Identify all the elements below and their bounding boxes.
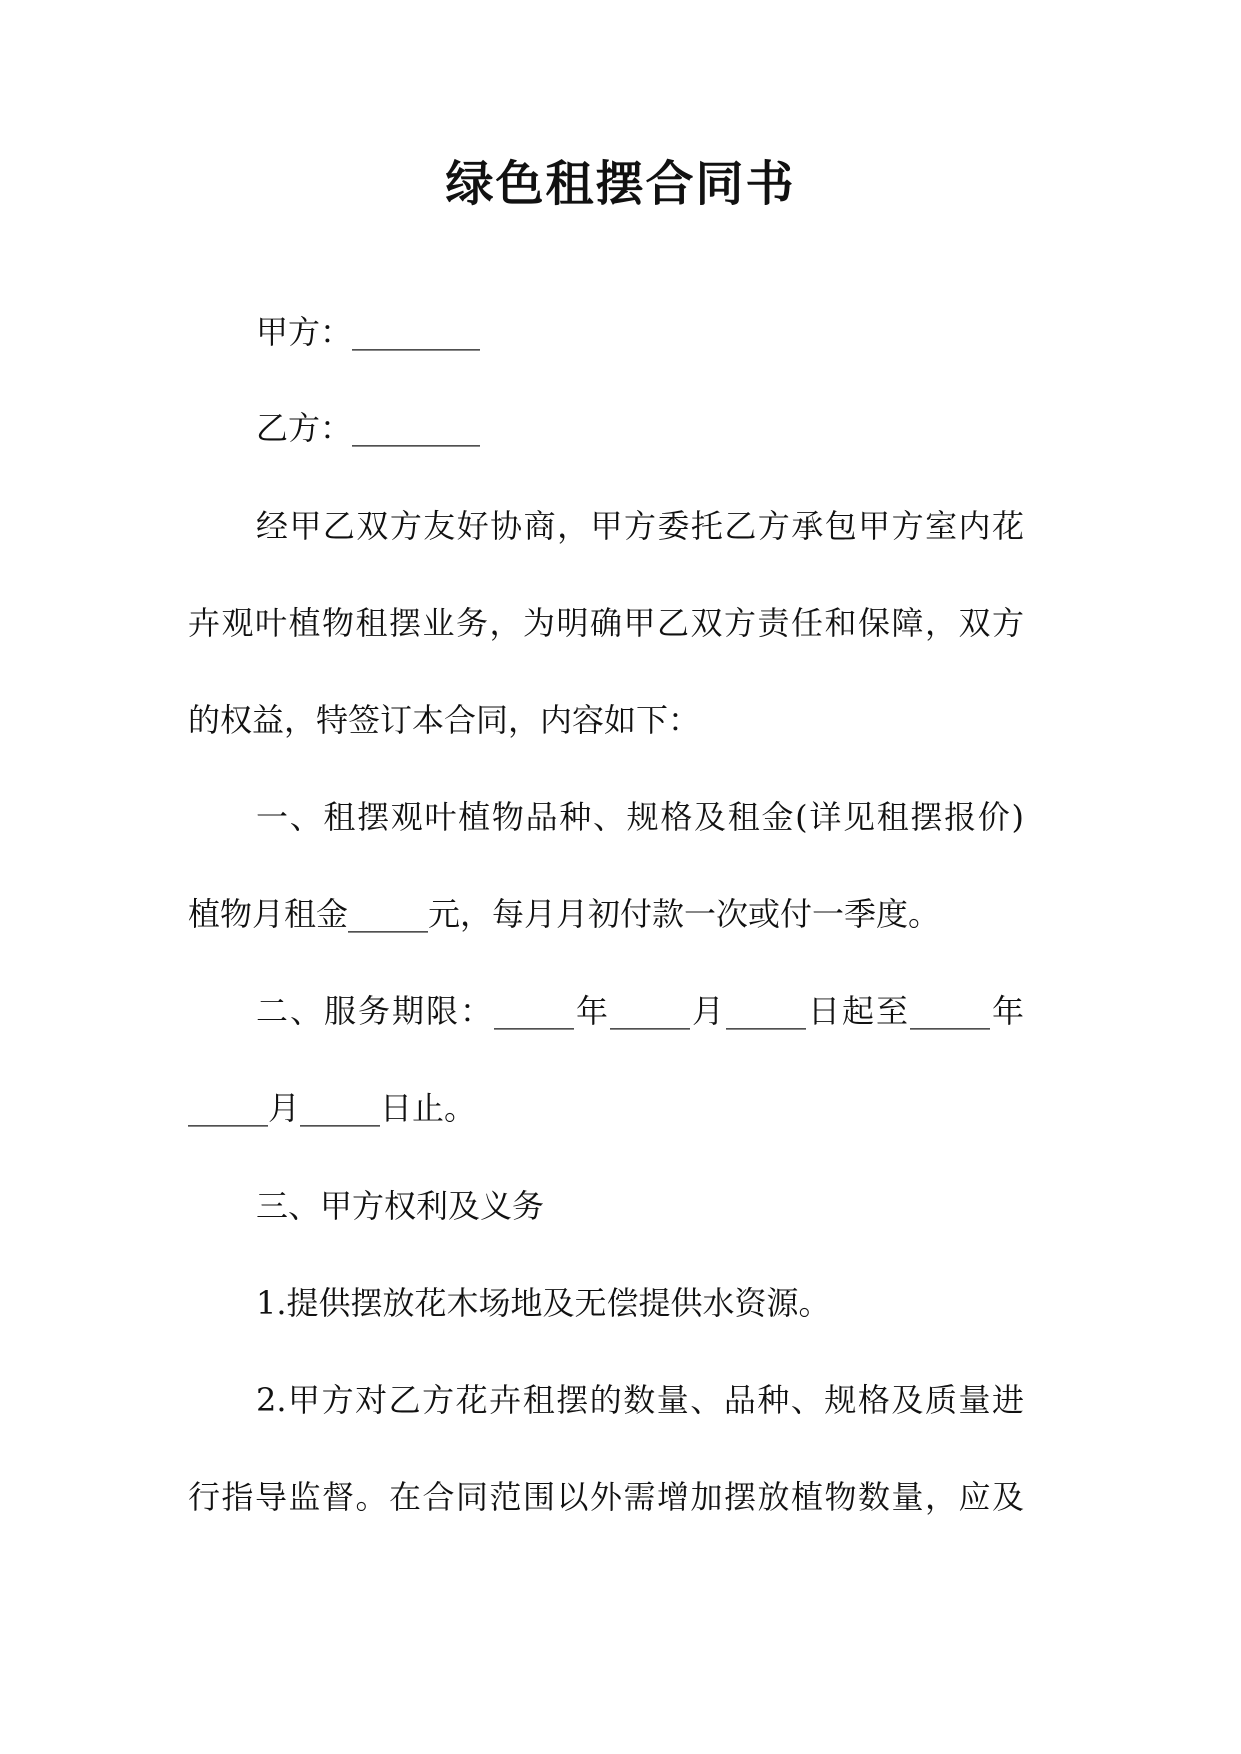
section-3-heading: 三、甲方权利及义务 (256, 1187, 545, 1225)
paragraph-line: 的权益，特签订本合同，内容如下： (188, 701, 701, 739)
clause-2-line: 2.甲方对乙方花卉租摆的数量、品种、规格及质量进 (256, 1381, 1024, 1419)
document-title: 绿色租摆合同书 (445, 156, 796, 212)
section-2-heading: 二、服务期限：_____年_____月_____日起至_____年 (256, 992, 1024, 1030)
paragraph-line: 经甲乙双方友好协商，甲方委托乙方承包甲方室内花 (256, 507, 1024, 545)
section-1-heading: 一、租摆观叶植物品种、规格及租金(详见租摆报价) (256, 798, 1024, 836)
clause-1-line: 1.提供摆放花木场地及无偿提供水资源。 (256, 1284, 831, 1322)
paragraph-line: 植物月租金_____元，每月月初付款一次或付一季度。 (188, 895, 941, 933)
paragraph-line: 卉观叶植物租摆业务，为明确甲乙双方责任和保障，双方 (188, 604, 1024, 642)
party-a-line: 甲方：________ (256, 313, 481, 351)
party-b-line: 乙方：________ (256, 409, 481, 447)
paragraph-line: 行指导监督。在合同范围以外需增加摆放植物数量，应及 (188, 1478, 1024, 1516)
paragraph-line: _____月_____日止。 (188, 1089, 477, 1127)
